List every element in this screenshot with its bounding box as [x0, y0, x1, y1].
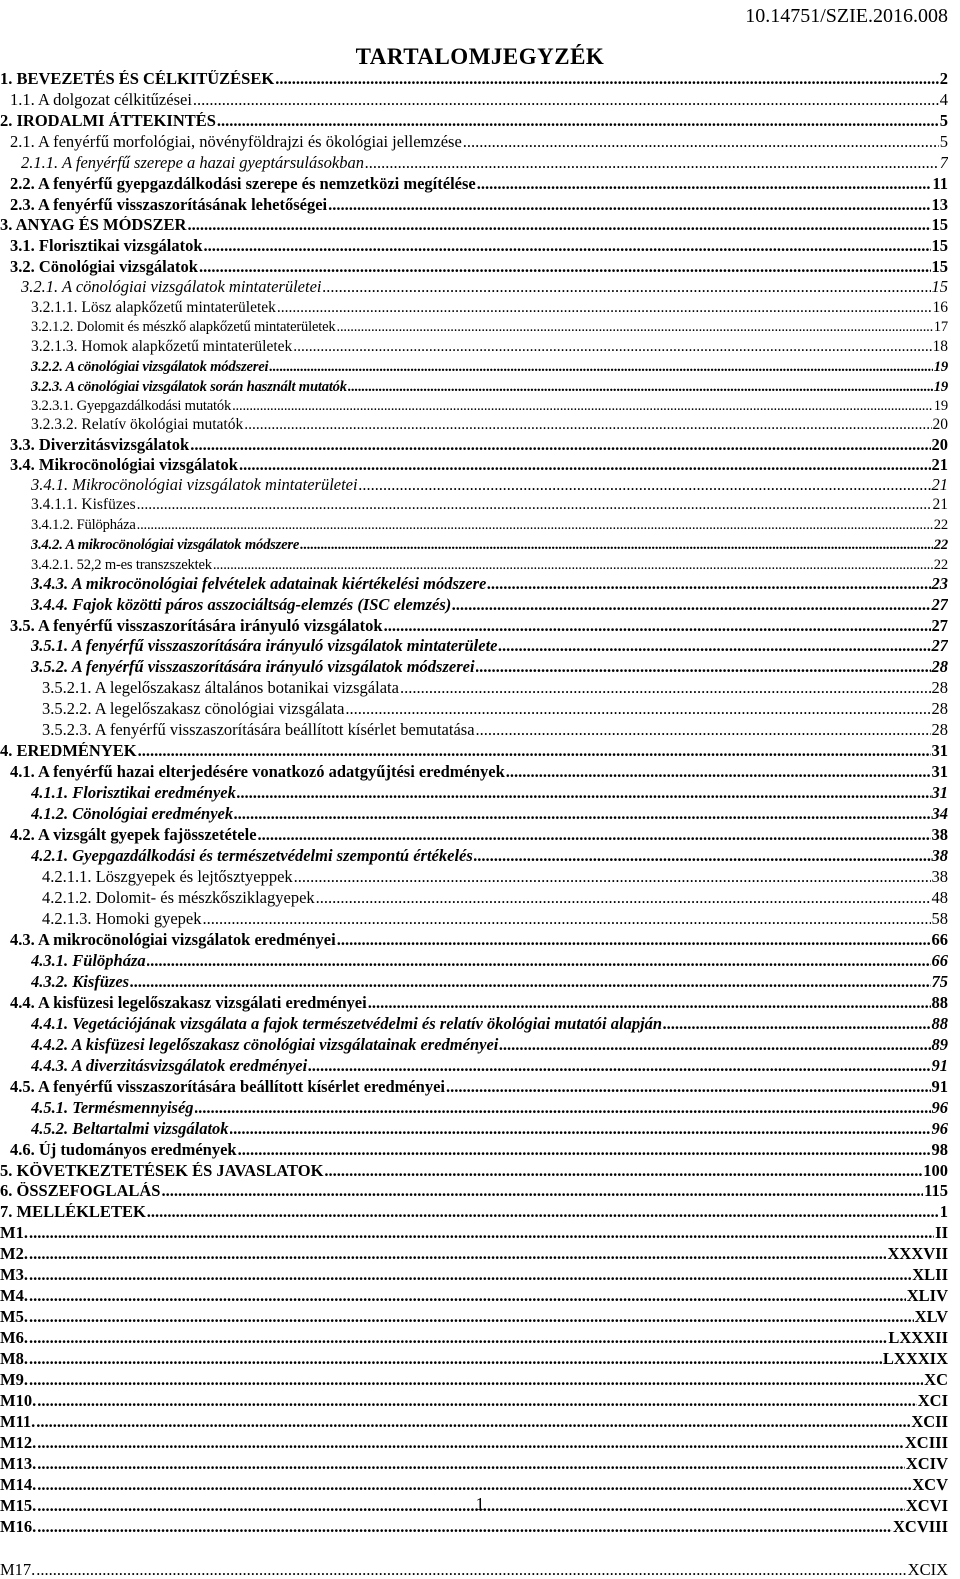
- toc-entry[interactable]: [0, 1182, 948, 1200]
- toc-entry[interactable]: [31, 1015, 948, 1033]
- toc-entry-page: 31: [931, 742, 948, 760]
- toc-entry-label: 2.2. A fenyérfű gyepgazdálkodási szerepe és nemzetközi megítélése: [10, 175, 476, 193]
- toc-entry-page: 19: [933, 398, 948, 414]
- toc-entry-page: 89: [931, 1036, 948, 1054]
- toc-entry[interactable]: [31, 658, 948, 676]
- toc-entry[interactable]: [42, 679, 948, 697]
- toc-entry[interactable]: [0, 1561, 948, 1579]
- toc-leader-dots: [348, 378, 933, 396]
- toc-leader-dots: [204, 237, 931, 255]
- toc-leader-dots: [499, 1036, 930, 1054]
- toc-entry-label: 4.4. A kisfüzesi legelőszakasz vizsgálati eredményei: [10, 994, 367, 1012]
- toc-leader-dots: [328, 196, 930, 214]
- toc-leader-dots: [452, 596, 930, 614]
- toc-entry-page: 7: [939, 154, 948, 172]
- toc-entry-label: M14.: [0, 1476, 37, 1494]
- toc-entry[interactable]: [42, 700, 948, 718]
- toc-entry[interactable]: [31, 952, 948, 970]
- toc-entry[interactable]: [31, 299, 948, 317]
- toc-entry-label: M10.: [0, 1392, 37, 1410]
- toc-entry-label: M13.: [0, 1455, 37, 1473]
- toc-entry[interactable]: [10, 763, 948, 781]
- toc-entry-page: 28: [931, 658, 948, 676]
- toc-entry-label: 4.4.2. A kisfüzesi legelőszakasz cönológiai vizsgálatainak eredményei: [31, 1036, 499, 1054]
- toc-entry-label: 3.5.2.3. A fenyérfű visszaszorítására beállított kísérlet bemutatása: [42, 721, 475, 739]
- toc-leader-dots: [400, 679, 931, 697]
- toc-leader-dots: [37, 1476, 911, 1494]
- toc-leader-dots: [258, 826, 931, 844]
- toc-leader-dots: [384, 617, 931, 635]
- toc-entry-label: 3. ANYAG ÉS MÓDSZER: [0, 216, 187, 234]
- toc-entry-page: 31: [931, 784, 948, 802]
- toc-leader-dots: [37, 1392, 917, 1410]
- toc-entry-label: 4.1.2. Cönológiai eredmények: [31, 805, 234, 823]
- toc-leader-dots: [37, 1434, 904, 1452]
- toc-leader-dots: [193, 91, 939, 109]
- toc-entry[interactable]: [0, 1434, 948, 1452]
- toc-entry[interactable]: [0, 1224, 948, 1242]
- toc-leader-dots: [294, 868, 931, 886]
- toc-entry-page: 5: [939, 133, 948, 151]
- toc-leader-dots: [487, 575, 930, 593]
- toc-entry-label: 3.2. Cönológiai vizsgálatok: [10, 258, 198, 276]
- toc-entry[interactable]: [42, 868, 948, 886]
- toc-entry[interactable]: [10, 617, 948, 635]
- toc-entry-label: 4.2.1. Gyepgazdálkodási és természetvédelmi szempontú értékelés: [31, 847, 473, 865]
- toc-entry-page: II: [935, 1224, 948, 1242]
- toc-entry[interactable]: [0, 1308, 948, 1326]
- toc-entry-label: 4.3.2. Kisfüzes: [31, 973, 130, 991]
- toc-entry[interactable]: [42, 910, 948, 928]
- toc-entry-page: LXXXIX: [882, 1350, 948, 1368]
- toc-leader-dots: [269, 358, 932, 376]
- toc-entry-label: 4.2. A vizsgált gyepek fajösszetétele: [10, 826, 257, 844]
- toc-entry-label: 3.2.2. A cönológiai vizsgálatok módszerei: [31, 359, 269, 375]
- toc-leader-dots: [137, 516, 933, 534]
- toc-entry-page: 15: [931, 237, 948, 255]
- toc-entry-label: 3.4.3. A mikrocönológiai felvételek adatainak kiértékelési módszere: [31, 575, 487, 593]
- toc-entry[interactable]: [10, 931, 948, 949]
- toc-leader-dots: [300, 536, 933, 554]
- toc-entry[interactable]: [42, 889, 948, 907]
- toc-entry-page: 31: [931, 763, 948, 781]
- toc-entry-label: 4.1.1. Florisztikai eredmények: [31, 784, 236, 802]
- toc-entry-label: 3.2.1. A cönológiai vizsgálatok mintaterületei: [21, 278, 322, 296]
- toc-entry[interactable]: [10, 826, 948, 844]
- toc-leader-dots: [476, 658, 931, 676]
- toc-leader-dots: [29, 1245, 887, 1263]
- toc-entry-page: 15: [931, 278, 948, 296]
- toc-entry-label: 3.4.2.1. 52,2 m-es transzszektek: [31, 557, 212, 573]
- toc-entry[interactable]: [0, 216, 948, 234]
- toc-leader-dots: [29, 1308, 914, 1326]
- toc-entry-label: 4.5.2. Beltartalmi vizsgálatok: [31, 1120, 229, 1138]
- toc-entry-page: 98: [931, 1141, 948, 1159]
- toc-leader-dots: [147, 952, 931, 970]
- toc-entry-page: XCI: [917, 1392, 948, 1410]
- page-number: 1: [475, 1494, 485, 1514]
- toc-entry-label: 3.4.4. Fajok közötti páros asszociáltság-elemzés (ISC elemzés): [31, 596, 452, 614]
- toc-entry-page: XCII: [911, 1413, 948, 1431]
- toc-entry-label: 4.1. A fenyérfű hazai elterjedésére vonatkozó adatgyűjtési eredmények: [10, 763, 505, 781]
- toc-leader-dots: [161, 1182, 923, 1200]
- toc-entry-page: 38: [931, 826, 948, 844]
- toc-entry-label: 4.6. Új tudományos eredmények: [10, 1141, 237, 1159]
- toc-entry[interactable]: [31, 1120, 948, 1138]
- toc-entry-page: 15: [931, 216, 948, 234]
- toc-entry-label: 4. EREDMÉNYEK: [0, 742, 137, 760]
- toc-entry-page: 27: [931, 596, 948, 614]
- toc-entry-page: 21: [931, 456, 948, 474]
- toc-entry-label: M5.: [0, 1308, 28, 1326]
- toc-leader-dots: [365, 154, 939, 172]
- toc-entry-page: 16: [932, 299, 948, 316]
- toc-entry-label: M15.: [0, 1497, 37, 1515]
- toc-entry[interactable]: [21, 154, 948, 172]
- toc-entry-label: 3.4.1. Mikrocönológiai vizsgálatok mintaterületei: [31, 476, 358, 494]
- toc-entry-page: 48: [931, 889, 948, 907]
- toc-entry[interactable]: [31, 637, 948, 655]
- toc-entry-label: 3.2.3.2. Relatív ökológiai mutatók: [31, 416, 244, 433]
- toc-entry-label: 4.2.1.1. Löszgyepek és lejtősztyeppek: [42, 868, 293, 886]
- toc-leader-dots: [29, 1266, 911, 1284]
- toc-entry-page: XXXVII: [887, 1245, 948, 1263]
- toc-entry[interactable]: [31, 416, 948, 434]
- toc-entry[interactable]: [10, 196, 948, 214]
- toc-leader-dots: [213, 556, 933, 574]
- toc-entry-page: 22: [933, 557, 948, 573]
- toc-entry-label: 1.1. A dolgozat célkitűzései: [10, 91, 192, 109]
- toc-entry-label: 3.2.3. A cönológiai vizsgálatok során használt mutatók: [31, 379, 347, 395]
- toc-entry-page: 22: [933, 537, 948, 553]
- toc-leader-dots: [29, 1224, 934, 1242]
- toc-entry-label: M8.: [0, 1350, 28, 1368]
- toc-entry[interactable]: [0, 1329, 948, 1347]
- toc-entry-page: 4: [939, 91, 948, 109]
- toc-entry[interactable]: [31, 338, 948, 356]
- toc-leader-dots: [345, 700, 930, 718]
- toc-entry[interactable]: [0, 1350, 948, 1368]
- toc-entry-label: 4.3.1. Fülöpháza: [31, 952, 146, 970]
- toc-entry-page: XCVI: [905, 1497, 948, 1515]
- toc-entry[interactable]: [10, 133, 948, 151]
- toc-entry-page: 88: [931, 994, 948, 1012]
- toc-entry-page: 20: [931, 436, 948, 454]
- toc-entry[interactable]: [0, 1413, 948, 1431]
- toc-entry[interactable]: [31, 784, 948, 802]
- toc-entry-page: LXXXII: [888, 1329, 948, 1347]
- toc-entry-page: 21: [932, 496, 948, 513]
- toc-leader-dots: [323, 278, 931, 296]
- toc-entry-label: 4.5. A fenyérfű visszaszorítására beállított kísérlet eredményei: [10, 1078, 446, 1096]
- toc-entry-label: 5. KÖVETKEZTETÉSEK ÉS JAVASLATOK: [0, 1162, 324, 1180]
- toc-entry[interactable]: [31, 805, 948, 823]
- toc-entry-label: 2.3. A fenyérfű visszaszorításának lehetőségei: [10, 196, 328, 214]
- toc-entry-label: 3.4.1.2. Fülöpháza: [31, 517, 136, 533]
- toc-entry[interactable]: [10, 994, 948, 1012]
- toc-entry-page: XLV: [914, 1308, 948, 1326]
- toc-entry-label: 3.1. Florisztikai vizsgálatok: [10, 237, 203, 255]
- toc-entry-page: 23: [931, 575, 948, 593]
- toc-entry-label: 6. ÖSSZEFOGLALÁS: [0, 1182, 161, 1200]
- toc-leader-dots: [324, 1162, 922, 1180]
- page-title: TARTALOMJEGYZÉK: [355, 44, 605, 69]
- toc-entry-page: 91: [931, 1078, 948, 1096]
- toc-entry-label: 3.5.2.1. A legelőszakasz általános botanikai vizsgálata: [42, 679, 399, 697]
- toc-leader-dots: [29, 1287, 906, 1305]
- toc-entry-page: 34: [931, 805, 948, 823]
- toc-leader-dots: [147, 1203, 939, 1221]
- toc-entry-label: 3.4.2. A mikrocönológiai vizsgálatok módszere: [31, 537, 300, 553]
- toc-entry[interactable]: [31, 1099, 948, 1117]
- toc-entry[interactable]: [31, 378, 948, 396]
- toc-leader-dots: [232, 397, 933, 415]
- toc-leader-dots: [190, 436, 930, 454]
- toc-entry[interactable]: [0, 1371, 948, 1389]
- toc-entry[interactable]: [31, 575, 948, 593]
- toc-leader-dots: [237, 784, 931, 802]
- toc-leader-dots: [217, 112, 939, 130]
- toc-entry-page: 96: [931, 1120, 948, 1138]
- toc-entry-label: 4.4.1. Vegetációjának vizsgálata a fajok természetvédelmi és relatív ökológiai mutatói alapján: [31, 1015, 663, 1033]
- toc-leader-dots: [293, 338, 931, 356]
- toc-entry-label: M3.: [0, 1266, 28, 1284]
- toc-leader-dots: [230, 1120, 931, 1138]
- toc-leader-dots: [36, 1413, 910, 1431]
- toc-entry-label: M6.: [0, 1329, 28, 1347]
- toc-leader-dots: [37, 1518, 892, 1536]
- toc-leader-dots: [239, 456, 931, 474]
- toc-entry[interactable]: [0, 70, 948, 88]
- toc-entry[interactable]: [31, 1057, 948, 1075]
- toc-entry-label: M9.: [0, 1371, 28, 1389]
- toc-entry-page: XCIV: [905, 1455, 948, 1473]
- toc-leader-dots: [275, 70, 939, 88]
- toc-leader-dots: [316, 889, 931, 907]
- toc-entry-page: 66: [931, 931, 948, 949]
- toc-entry-page: 11: [932, 175, 948, 193]
- toc-entry[interactable]: [31, 1036, 948, 1054]
- toc-entry-page: 2: [939, 70, 948, 88]
- toc-entry[interactable]: [21, 278, 948, 296]
- toc-leader-dots: [29, 1329, 887, 1347]
- toc-entry-label: 1. BEVEZETÉS ÉS CÉLKITŰZÉSEK: [0, 70, 275, 88]
- toc-entry-label: 3.2.3.1. Gyepgazdálkodási mutatók: [31, 398, 232, 414]
- toc-entry[interactable]: [10, 1078, 948, 1096]
- toc-leader-dots: [277, 299, 932, 317]
- toc-leader-dots: [498, 637, 930, 655]
- toc-entry-page: 66: [931, 952, 948, 970]
- toc-entry-label: M16.: [0, 1518, 37, 1536]
- toc-entry-page: 58: [931, 910, 948, 928]
- toc-entry[interactable]: [10, 456, 948, 474]
- toc-entry-page: XCIII: [904, 1434, 948, 1452]
- toc-entry-label: M17.: [0, 1561, 36, 1579]
- toc-entry[interactable]: [31, 358, 948, 376]
- toc-entry[interactable]: [0, 1287, 948, 1305]
- toc-entry[interactable]: [0, 1245, 948, 1263]
- toc-leader-dots: [234, 805, 930, 823]
- toc-entry[interactable]: [10, 237, 948, 255]
- toc-leader-dots: [29, 1371, 923, 1389]
- toc-entry-label: 3.5.2.2. A legelőszakasz cönológiai vizsgálata: [42, 700, 345, 718]
- toc-entry-label: M11.: [0, 1413, 36, 1431]
- toc-entry-label: 3.4. Mikrocönológiai vizsgálatok: [10, 456, 238, 474]
- toc-entry-page: 38: [931, 868, 948, 886]
- toc-leader-dots: [202, 910, 930, 928]
- toc-entry-label: 3.4.1.1. Kisfüzes: [31, 496, 136, 513]
- toc-entry[interactable]: [0, 1203, 948, 1221]
- doi-identifier: 10.14751/SZIE.2016.008: [745, 5, 948, 27]
- toc-entry[interactable]: [31, 847, 948, 865]
- toc-entry-label: 3.5.1. A fenyérfű visszaszorítására irányuló vizsgálatok mintaterülete: [31, 637, 498, 655]
- toc-leader-dots: [337, 931, 931, 949]
- toc-entry-page: 13: [931, 196, 948, 214]
- toc-entry[interactable]: [10, 175, 948, 193]
- toc-entry-label: 4.3. A mikrocönológiai vizsgálatok eredményei: [10, 931, 336, 949]
- toc-leader-dots: [195, 1099, 931, 1117]
- toc-entry-label: 4.2.1.3. Homoki gyepek: [42, 910, 202, 928]
- toc-entry-label: 4.2.1.2. Dolomit- és mészkősziklagyepek: [42, 889, 315, 907]
- toc-entry-label: 3.2.1.2. Dolomit és mészkő alapkőzetű mintaterületek: [31, 319, 336, 335]
- toc-leader-dots: [37, 1455, 905, 1473]
- toc-entry-page: 1: [939, 1203, 948, 1221]
- toc-entry-page: 5: [939, 112, 948, 130]
- toc-entry[interactable]: [31, 536, 948, 554]
- toc-leader-dots: [474, 847, 931, 865]
- toc-entry[interactable]: [0, 1266, 948, 1284]
- toc-entry[interactable]: [0, 112, 948, 130]
- toc-entry-label: 3.5. A fenyérfű visszaszorítására irányuló vizsgálatok: [10, 617, 383, 635]
- toc-leader-dots: [477, 175, 932, 193]
- toc-entry[interactable]: [31, 556, 948, 574]
- toc-entry-label: 4.4.3. A diverzitásvizsgálatok eredményei: [31, 1057, 308, 1075]
- toc-entry-label: 2.1. A fenyérfű morfológiai, növényföldrajzi és ökológiai jellemzése: [10, 133, 462, 151]
- toc-leader-dots: [368, 994, 931, 1012]
- toc-entry[interactable]: [0, 1476, 948, 1494]
- toc-entry[interactable]: [10, 258, 948, 276]
- toc-entry-page: 22: [933, 517, 948, 533]
- toc-entry[interactable]: [42, 721, 948, 739]
- toc-entry[interactable]: [0, 1455, 948, 1473]
- toc-leader-dots: [663, 1015, 930, 1033]
- toc-entry[interactable]: [0, 1162, 948, 1180]
- toc-entry-page: 20: [932, 416, 948, 433]
- toc-entry-page: 75: [931, 973, 948, 991]
- toc-entry-label: M1.: [0, 1224, 28, 1242]
- toc-entry-page: 19: [933, 359, 948, 375]
- toc-entry-page: 15: [931, 258, 948, 276]
- toc-entry[interactable]: [31, 516, 948, 534]
- toc-entry-page: XCVIII: [892, 1518, 948, 1536]
- toc-entry[interactable]: [10, 91, 948, 109]
- toc-entry[interactable]: [0, 1392, 948, 1410]
- toc-entry[interactable]: [31, 596, 948, 614]
- toc-entry-page: 21: [931, 476, 948, 494]
- toc-entry[interactable]: [31, 397, 948, 415]
- toc-entry-page: XCIX: [907, 1561, 948, 1579]
- toc-leader-dots: [476, 721, 931, 739]
- toc-entry-label: 2. IRODALMI ÁTTEKINTÉS: [0, 112, 216, 130]
- toc-leader-dots: [463, 133, 939, 151]
- toc-entry-page: 27: [931, 617, 948, 635]
- toc-leader-dots: [137, 496, 932, 514]
- toc-leader-dots: [36, 1561, 906, 1579]
- toc-entry-page: 91: [931, 1057, 948, 1075]
- toc-entry-page: 18: [932, 338, 948, 355]
- toc-leader-dots: [337, 318, 933, 336]
- toc-leader-dots: [506, 763, 931, 781]
- toc-leader-dots: [308, 1057, 930, 1075]
- toc-entry-page: XLIV: [906, 1287, 948, 1305]
- toc-leader-dots: [238, 1141, 931, 1159]
- toc-entry[interactable]: [0, 1518, 948, 1536]
- toc-entry[interactable]: [10, 1141, 948, 1159]
- toc-entry-label: 3.3. Diverzitásvizsgálatok: [10, 436, 190, 454]
- toc-entry[interactable]: [0, 742, 948, 760]
- toc-entry-label: M12.: [0, 1434, 37, 1452]
- toc-entry-label: M2.: [0, 1245, 28, 1263]
- toc-entry-label: 2.1.1. A fenyérfű szerepe a hazai gyeptársulásokban: [21, 154, 364, 172]
- toc-leader-dots: [29, 1350, 882, 1368]
- toc-entry-page: 100: [923, 1162, 948, 1180]
- toc-entry[interactable]: [31, 973, 948, 991]
- toc-entry-page: 28: [931, 721, 948, 739]
- toc-entry-label: M4.: [0, 1287, 28, 1305]
- toc-entry-page: 96: [931, 1099, 948, 1117]
- toc-entry-page: 115: [924, 1182, 948, 1200]
- toc-entry-page: XLII: [912, 1266, 948, 1284]
- toc-entry[interactable]: [10, 436, 948, 454]
- toc-entry-label: 3.2.1.3. Homok alapkőzetű mintaterületek: [31, 338, 293, 355]
- toc-entry-page: 38: [931, 847, 948, 865]
- toc-entry-page: 19: [933, 379, 948, 395]
- toc-entry-page: XC: [924, 1371, 948, 1389]
- toc-entry[interactable]: [31, 476, 948, 494]
- toc-entry-page: 17: [933, 319, 948, 335]
- toc-entry[interactable]: [31, 318, 948, 336]
- toc-leader-dots: [359, 476, 931, 494]
- toc-leader-dots: [138, 742, 931, 760]
- toc-entry-label: 3.2.1.1. Lösz alapkőzetű mintaterületek: [31, 299, 276, 316]
- toc-entry-page: 28: [931, 700, 948, 718]
- toc-leader-dots: [244, 416, 931, 434]
- toc-entry-page: XCV: [912, 1476, 948, 1494]
- toc-entry-page: 27: [931, 637, 948, 655]
- toc-leader-dots: [199, 258, 931, 276]
- toc-entry-label: 3.5.2. A fenyérfű visszaszorítására irányuló vizsgálatok módszerei: [31, 658, 475, 676]
- toc-entry-page: 88: [931, 1015, 948, 1033]
- toc-entry-label: 4.5.1. Termésmennyiség: [31, 1099, 194, 1117]
- toc-entry[interactable]: [31, 496, 948, 514]
- toc-leader-dots: [187, 216, 930, 234]
- toc-entry-page: 28: [931, 679, 948, 697]
- toc-entry-label: 7. MELLÉKLETEK: [0, 1203, 146, 1221]
- toc-leader-dots: [130, 973, 930, 991]
- toc-leader-dots: [446, 1078, 930, 1096]
